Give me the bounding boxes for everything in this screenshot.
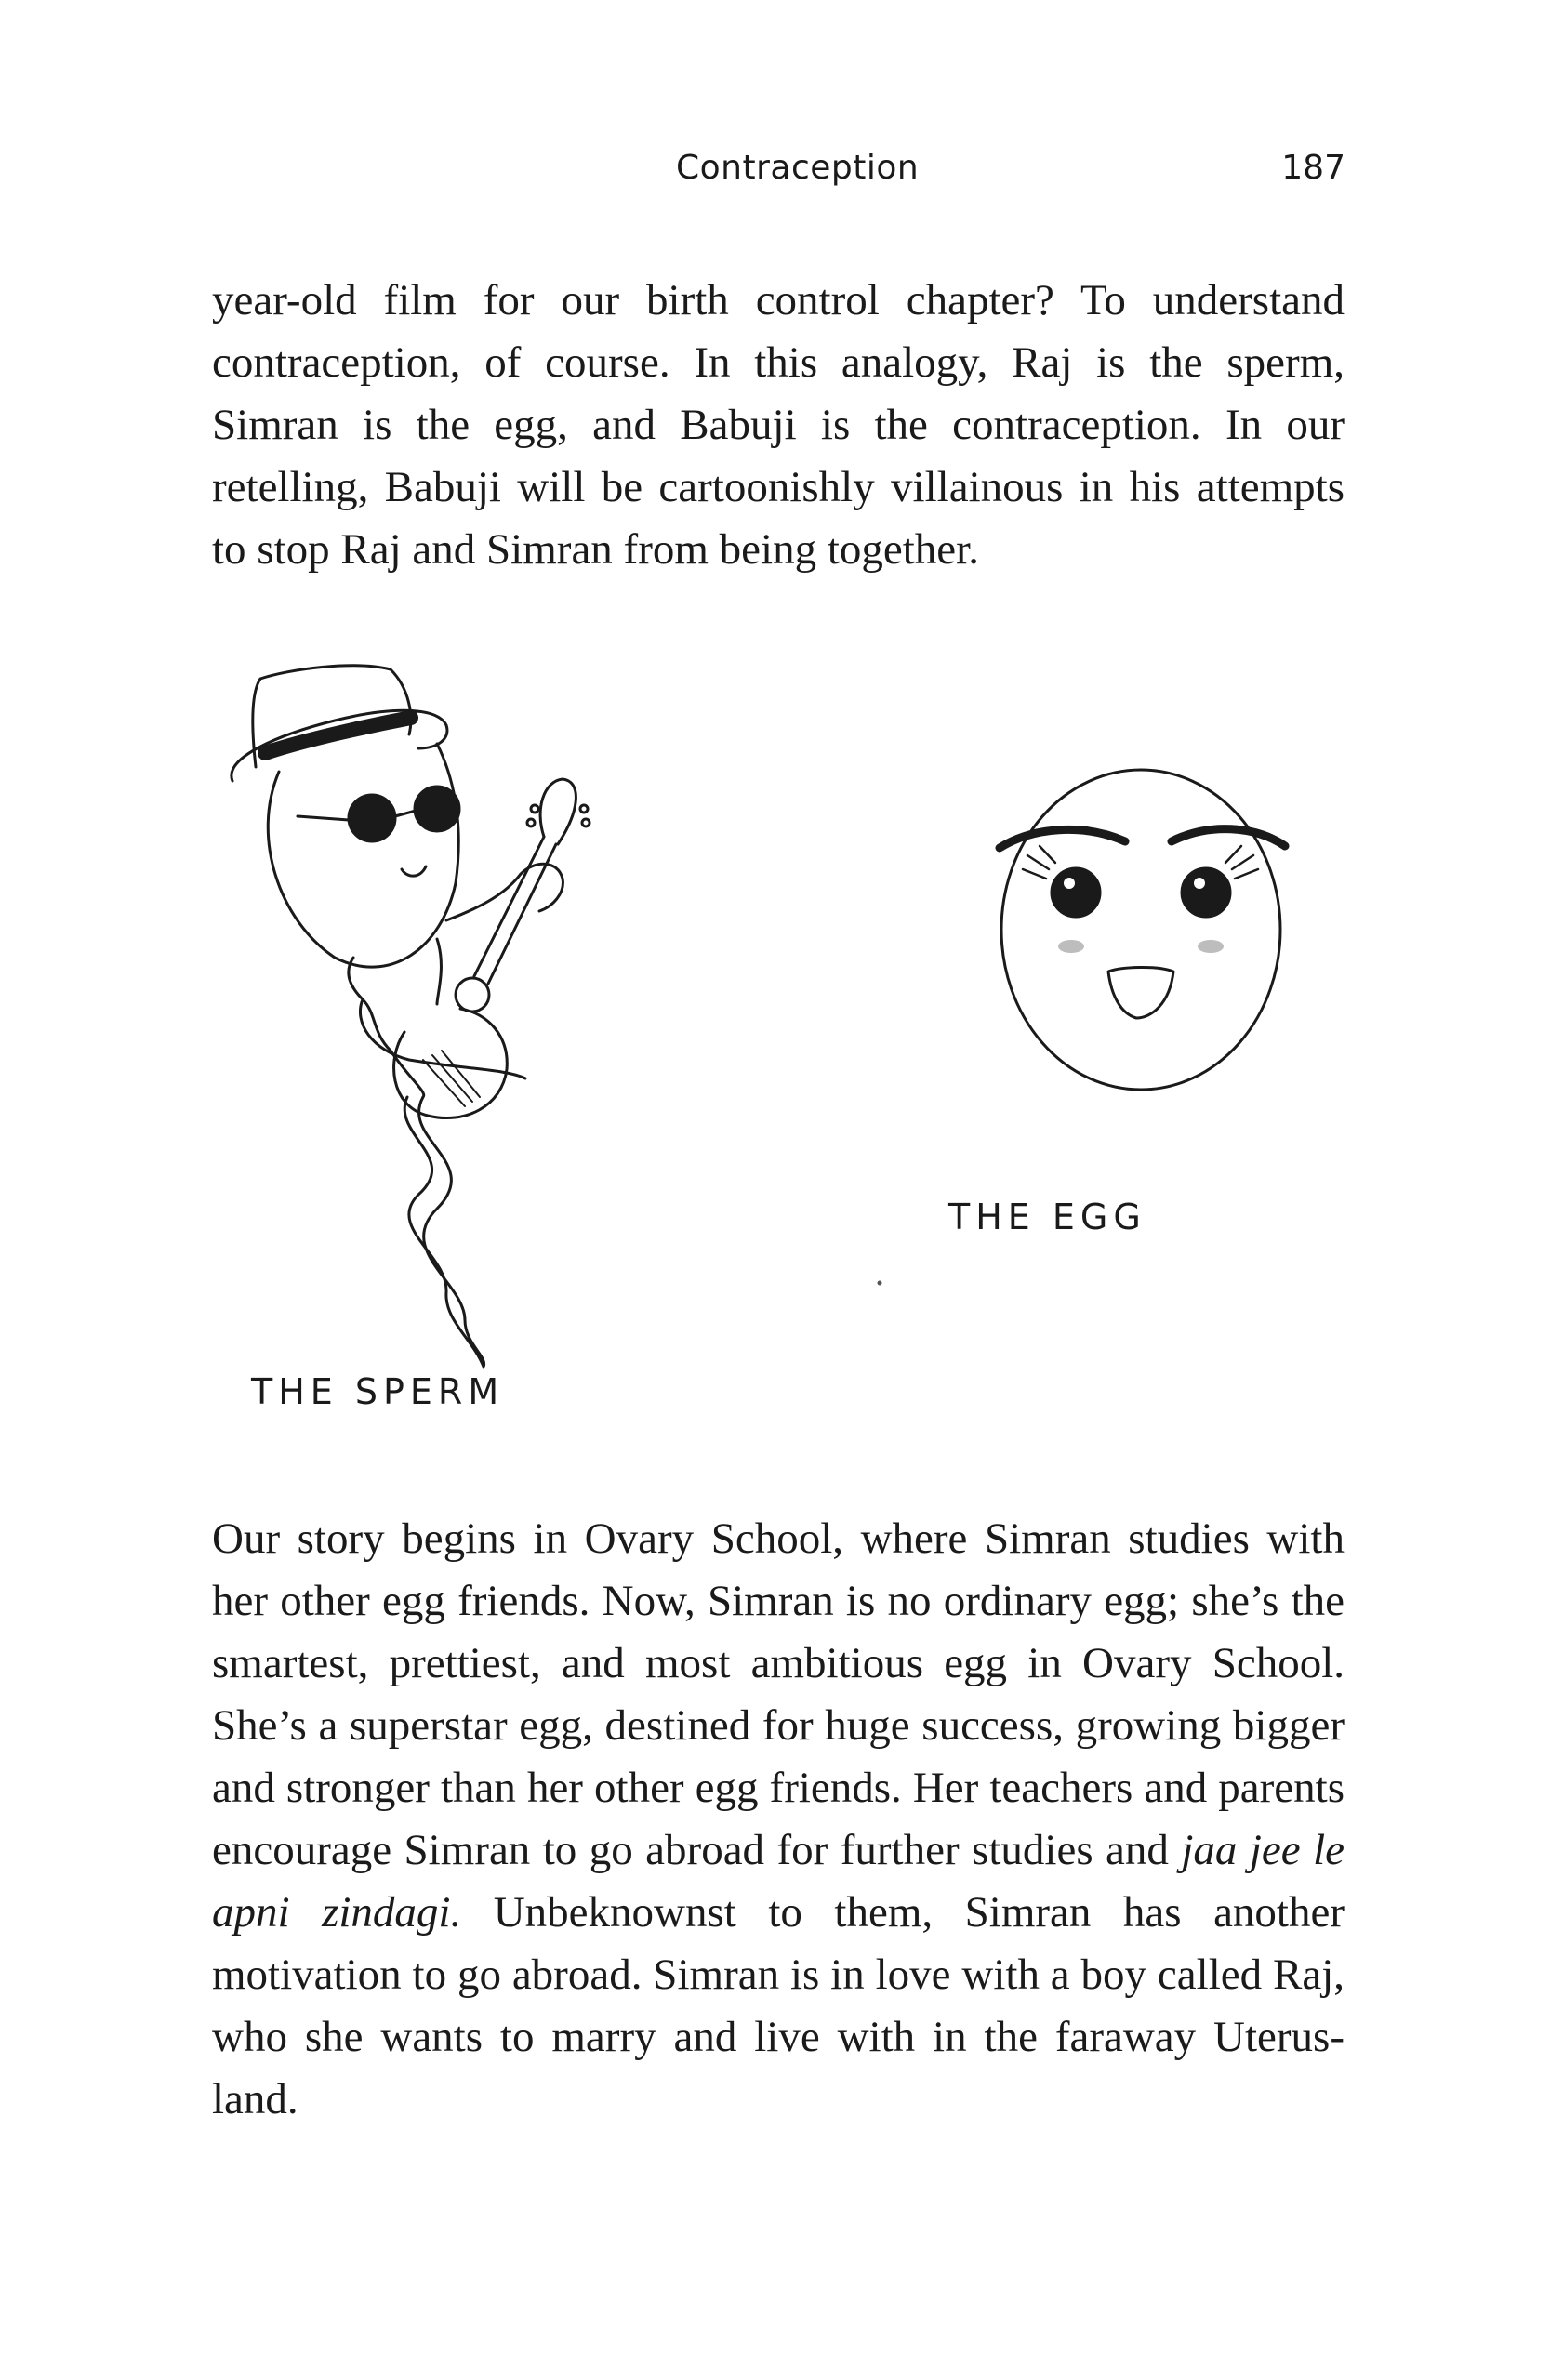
egg-left-eyebrow (1000, 829, 1125, 848)
guitar-strings (423, 1051, 480, 1106)
paragraph-2 (212, 1508, 1345, 2131)
sperm-head (268, 744, 458, 967)
egg-right-eye (1182, 868, 1230, 917)
page-number: 187 (1281, 149, 1345, 187)
guitar-body (394, 1009, 508, 1118)
egg-mouth (1108, 967, 1173, 1018)
sperm-label: THE SPERM (251, 1371, 505, 1412)
egg-illustration (1000, 770, 1285, 1090)
chapter-title: Contraception (676, 149, 920, 187)
guitar-soundhole (456, 978, 489, 1012)
egg-label: THE EGG (948, 1197, 1146, 1237)
egg-right-cheek (1198, 940, 1224, 953)
paragraph-2-text-start: Our story begins in Ovary School, where Simran studies with her other egg friends. Now, Simran is no ordinary egg; she’s the smartest, prettiest, and most ambitious egg in Ovary School. She’s a superstar egg, destined for huge success, growing bigger and stronger than her other egg friends. Her teachers and parents encourage Simran to go abroad for further studies and (212, 1514, 1345, 1874)
egg-left-eye (1052, 868, 1100, 917)
egg-right-eyebrow (1172, 829, 1285, 846)
fedora-hat-icon (232, 666, 447, 781)
sunglasses-icon (298, 787, 459, 841)
paragraph-2-italic-phrase: jaa jee le apni zindagi. (212, 1826, 1345, 1937)
sperm-illustration (232, 666, 590, 1367)
egg-left-cheek (1058, 940, 1084, 953)
sperm-tail (404, 1097, 484, 1367)
egg-outline (1001, 770, 1280, 1090)
paragraph-2-text-end: Unbeknownst to them, Simran has another motivation to go abroad. Simran is in love with a boy called Raj, who she wants to marry and live with in the faraway Uterus-land. (212, 1888, 1345, 2123)
guitar-headstock (540, 779, 576, 844)
paragraph-1: year-old film for our birth control chapter? To understand contraception, of course. In this analogy, Raj is the sperm, Simran is the egg, and Babuji is the contraception. In our retelling, Babuji will be cartoonishly villainous in his attempts to stop Raj and Simran from being together. (212, 276, 1345, 574)
sperm-smile (402, 866, 426, 876)
sperm-right-arm (446, 864, 563, 920)
